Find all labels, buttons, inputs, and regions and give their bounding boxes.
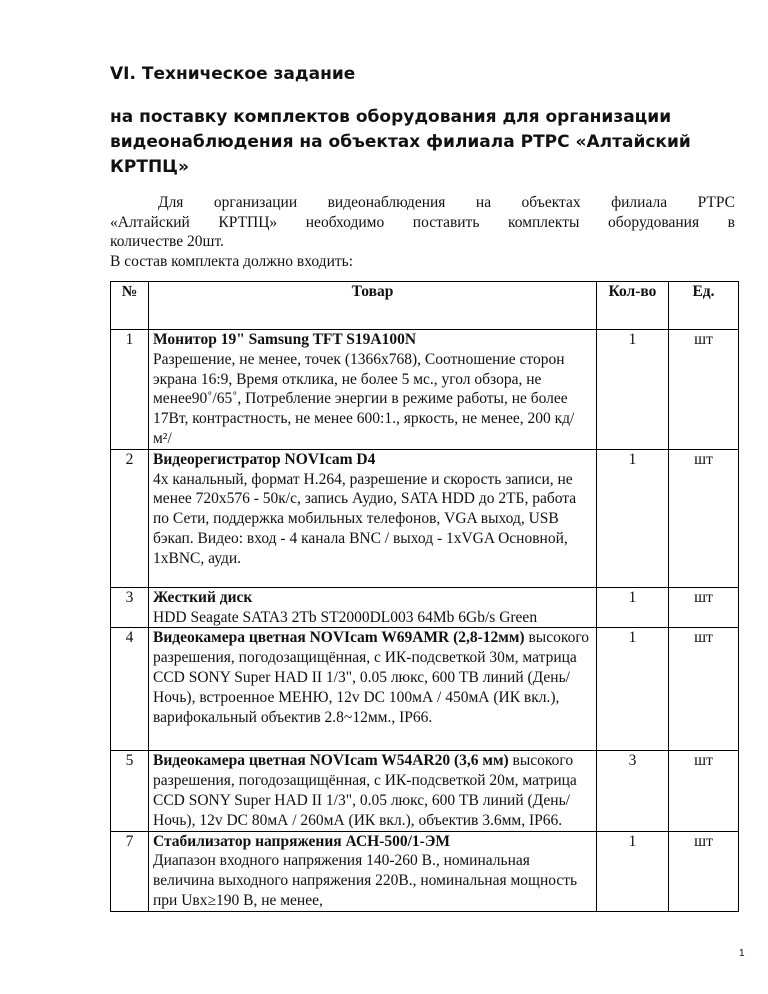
intro-line-1: Для организации видеонаблюдения на объектах филиала РТРС [158,194,735,211]
row-title: Стабилизатор напряжения АСН-500/1-ЭМ [153,832,450,850]
header-num: № [111,282,149,330]
row-unit: шт [669,751,739,831]
document-subheading: на поставку комплектов оборудования для организации видеонаблюдения на объектах филиала РТРС «Алтайский КРТПЦ» [110,107,691,177]
row-qty: 3 [597,751,669,831]
intro-line-2: «Алтайский КРТПЦ» необходимо поставить комплекты оборудования в [110,213,735,231]
row-desc: 4х канальный, формат H.264, разрешение и скорость записи, не менее 720х576 - 50к/с, запись Аудио, SATA HDD до 2ТБ, работа по Сети, поддержка мобильных телефонов, VGA выход, USB бэкап. Видео: вход - 4 канала BNC / выход - 1xVGA Основной, 1xBNC, ауди. [153,470,577,567]
row-num: 4 [111,628,149,751]
table-row [111,330,739,450]
row-title: Монитор 19" Samsung TFT S19A100N [153,331,417,348]
row-qty: 1 [597,831,669,911]
row-item [149,449,597,587]
header-qty: Кол-во [597,282,669,330]
row-unit: шт [669,831,739,911]
table-row [111,831,739,911]
row-desc: высокого разрешения, погодозащищённая, с ИК-подсветкой 20м, матрица CCD SONY Super HAD II 1/3", 0.05 люкс, 600 ТВ линий (День/Ночь), 12v DC 80мА / 260мА (ИК вкл.), объектив 3.6мм, IP66. [153,752,577,829]
table-row [111,449,739,587]
row-num: 1 [111,330,149,450]
row-item [149,330,597,450]
table-row [111,628,739,751]
row-desc: Диапазон входного напряжения 140-260 В., номинальная величина выходного напряжения 220В., номинальная мощность при Uвх≥190 В, не менее, [153,852,578,909]
row-item [149,628,597,751]
header-item: Товар [149,282,597,330]
equipment-table [110,281,739,912]
row-title: Видеорегистратор NOVIcam D4 [153,450,376,468]
row-num: 3 [111,587,149,628]
row-item [149,831,597,911]
table-header-row [111,282,739,330]
row-qty: 1 [597,628,669,751]
row-num: 2 [111,449,149,587]
row-desc: Разрешение, не менее, точек (1366x768), Соотношение сторон экрана 16:9, Время отклика, не более 5 мс., угол обзора, не менее90˚/65˚, Потребление энергии в режиме работы, не более 17Вт, контрастность, не менее 600:1., яркость, не менее, 200 кд/м²/ [153,350,575,447]
page-number: 1 [739,948,745,959]
row-unit: шт [669,449,739,587]
section-heading: VI. Техническое задание [110,64,356,84]
header-unit: Ед. [669,282,739,330]
table-row [111,751,739,831]
row-title: Видеокамера цветная NOVIcam W69AMR (2,8-12мм) [153,629,525,647]
row-item [149,587,597,628]
intro-line-4: В состав комплекта должно входить: [110,252,354,270]
row-qty: 1 [597,449,669,587]
row-unit: шт [669,330,739,450]
row-unit: шт [669,587,739,628]
row-title: Жесткий диск [153,588,253,606]
row-item [149,751,597,831]
row-qty: 1 [597,587,669,628]
row-desc: HDD Seagate SATA3 2Tb ST2000DL003 64Mb 6Gb/s Green [153,608,538,626]
intro-line-3: количестве 20шт. [110,233,224,250]
row-num: 5 [111,751,149,831]
row-unit: шт [669,628,739,751]
row-qty: 1 [597,330,669,450]
intro-paragraph [110,193,735,271]
row-num: 7 [111,831,149,911]
row-title: Видеокамера цветная NOVIcam W54AR20 (3,6 мм) [153,752,509,770]
table-row [111,587,739,628]
row-desc: высокого разрешения, погодозащищённая, с ИК-подсветкой 30м, матрица CCD SONY Super HAD II 1/3", 0.05 люкс, 600 ТВ линий (День/Ночь), встроенное МЕНЮ, 12v DC 100мА / 450мА (ИК вкл.), варифокальный объектив 2.8~12мм., IP66. [153,629,590,726]
